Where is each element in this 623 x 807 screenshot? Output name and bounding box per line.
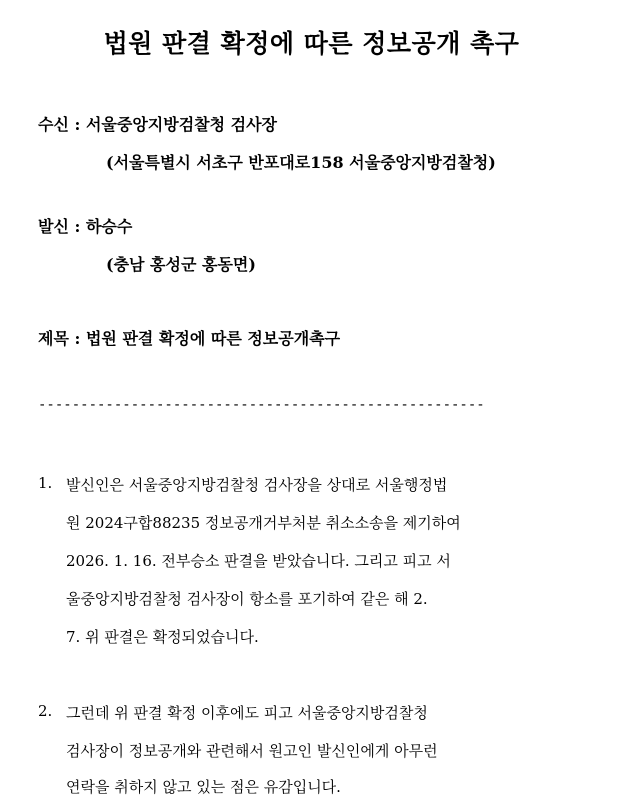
paragraph-line: 울중앙지방검찰청 검사장이 항소를 포기하여 같은 해 2.: [66, 590, 428, 608]
paragraph-line: 연락을 취하지 않고 있는 점은 유감입니다.: [66, 778, 341, 796]
subject-text: 법원 판결 확정에 따른 정보공개촉구: [85, 329, 341, 348]
paragraph-line: 검사장이 정보공개와 관련해서 원고인 발신인에게 아무런: [66, 742, 438, 760]
paragraph-number: 1.: [38, 474, 53, 492]
document-title: 법원 판결 확정에 따른 정보공개 촉구: [103, 29, 520, 58]
sender-address: (충남 홍성군 홍동면): [106, 255, 256, 274]
recipient-line: [38, 112, 277, 135]
paragraph-line: 그런데 위 판결 확정 이후에도 피고 서울중앙지방검찰청: [66, 704, 428, 722]
subject-line: [38, 326, 340, 349]
paragraph-number: 2.: [38, 702, 53, 720]
sender-label: 발신 :: [38, 217, 86, 236]
paragraph-line: 7. 위 판결은 확정되었습니다.: [66, 628, 259, 646]
paragraph-line: 2026. 1. 16. 전부승소 판결을 받았습니다. 그리고 피고 서: [66, 552, 451, 570]
paragraph-line: 원 2024구합88235 정보공개거부처분 취소소송을 제기하여: [66, 514, 461, 532]
divider-line: -----------------------------------------------------: [38, 397, 485, 413]
sender-line: [38, 214, 132, 237]
paragraph-line: 발신인은 서울중앙지방검찰청 검사장을 상대로 서울행정법: [66, 476, 448, 494]
subject-label: 제목 :: [38, 329, 86, 348]
recipient-label: 수신 :: [38, 115, 86, 134]
sender-name: 하승수: [85, 217, 133, 236]
recipient-name: 서울중앙지방검찰청 검사장: [85, 115, 278, 134]
recipient-address: (서울특별시 서초구 반포대로158 서울중앙지방검찰청): [106, 153, 496, 172]
